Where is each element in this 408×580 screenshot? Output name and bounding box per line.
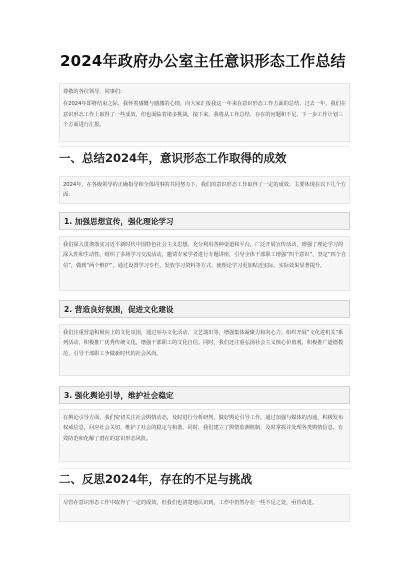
salutation: 尊敬的各位领导、同事们: bbox=[63, 89, 122, 95]
item-2-box bbox=[59, 324, 350, 376]
item-1-box bbox=[59, 236, 350, 291]
subheading-1: 1. 加强思想宣传，强化理论学习 bbox=[59, 212, 350, 230]
intro-box bbox=[59, 83, 350, 142]
section-1-intro: 2024年，在各级领导的正确指导和全体同事的共同努力下，我们的意识形态工作取得了一定的成效。主要体现在以下几个方面: bbox=[63, 182, 346, 199]
section-2-heading: 二、反思2024年，存在的不足与挑战 bbox=[59, 472, 253, 486]
intro-paragraph: 在2024年即将结束之际，我怀着感慨与感激的心情，向大家汇报我这一年来在意识形态工作方面的总结。过去一年，我们在意识形态工作上取得了一些成效，但也面临着诸多挑战。接下来，我将从工作总结、存在的问题和不足、下一步工作计划三个方面进行汇报。 bbox=[63, 101, 346, 128]
document-title: 2024年政府办公室主任意识形态工作总结 bbox=[60, 52, 346, 70]
item-3-box bbox=[59, 409, 350, 462]
item-1-body: 我们深入贯彻落实习近平新时代中国特色社会主义思想，充分利用各种渠道和平台，广泛开展宣传活动，增强了理论学习的深入性和生动性。组织了多场学习交流活动，邀请专家学者进行专题讲座，引导全体干部职工增强“四个意识”，坚定“四个自信”，做到“两个维护”。通过设置学习专栏，发放学习资料等方式，使理论学习更加贴近实际，实际效果显著提升。 bbox=[63, 242, 347, 269]
divider bbox=[59, 146, 350, 147]
divider bbox=[59, 468, 350, 469]
section-1-heading: 一、总结2024年，意识形态工作取得的成效 bbox=[59, 151, 287, 165]
subheading-2: 2. 营造良好氛围，促进文化建设 bbox=[59, 300, 350, 318]
item-3-body: 在舆论引导方面，我们密切关注社会舆情动态，及时进行分析研判，做好舆论引导工作。通过加强与媒体的沟通，积极发布权威信息，回应社会关切，维护了社会的稳定与和谐。同时，我们建立了舆情监测机制，及时掌握并处理各类舆情信息，有效防范和化解了潜在的意识形态风险。 bbox=[63, 415, 344, 442]
section-2-box bbox=[59, 494, 350, 522]
section-2-body: 尽管在意识形态工作中取得了一定的成效，但我们也清楚地认识到，工作中仍然存在一些不足之处，亟待改进。 bbox=[63, 500, 318, 506]
section-1-intro-box bbox=[59, 176, 350, 204]
item-2-body: 我们注重营造积极向上的文化氛围，通过举办文化活动、文艺演出等，增强集体凝聚力和向心力。组织开展“文化进机关”系列活动，积极推广优秀传统文化，增强干部职工的文化自信。同时，我们还注重弘扬社会主义核心价值观，积极推广道德模范，引导干部职工争做新时代的社会风尚。 bbox=[63, 330, 344, 357]
subheading-3: 3. 强化舆论引导，维护社会稳定 bbox=[59, 386, 350, 404]
